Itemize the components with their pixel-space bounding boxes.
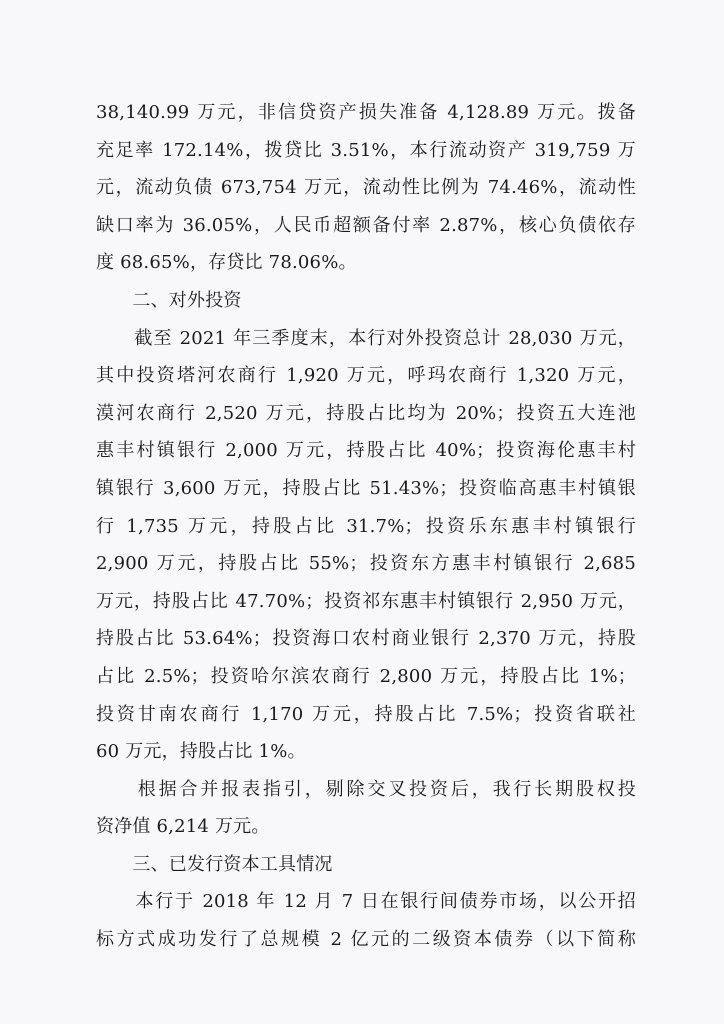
text-line: 其中投资塔河农商行 1,920 万元，呼玛农商行 1,320 万元， [96,365,636,387]
document-body [96,94,636,959]
text-line: 60 万元，持股占比 1%。 [96,741,306,763]
text-line: 38,140.99 万元，非信贷资产损失准备 4,128.89 万元。拨备 [96,102,636,123]
text-line: 本行于 2018 年 12 月 7 日在银行间债券市场，以公开招 [96,891,636,913]
text-line: 惠丰村镇银行 2,000 万元，持股占比 40%；投资海伦惠丰村 [96,440,636,462]
text-line: 缺口率为 36.05%，人民币超额备付率 2.87%，核心负债依存 [96,214,636,236]
text-line: 元，流动负债 673,754 万元，流动性比例为 74.46%，流动性 [96,177,636,199]
text-line: 标方式成功发行了总规模 2 亿元的二级资本债券（以下简称 [96,929,636,951]
section-heading-external-investment: 二、对外投资 [96,289,242,311]
text-line: 度 68.65%，存贷比 78.06%。 [96,252,357,274]
text-line: 持股占比 53.64%；投资海口农村商业银行 2,370 万元，持股 [96,628,636,650]
text-line: 镇银行 3,600 万元，持股占比 51.43%；投资临高惠丰村镇银 [96,477,636,499]
text-line: 投资甘南农商行 1,170 万元，持股占比 7.5%；投资省联社 [96,703,636,725]
text-line: 资净值 6,214 万元。 [96,816,270,838]
text-line: 占比 2.5%；投资哈尔滨农商行 2,800 万元，持股占比 1%； [96,665,637,687]
text-line: 截至 2021 年三季度末，本行对外投资总计 28,030 万元， [96,327,636,349]
text-line: 根据合并报表指引，剔除交叉投资后，我行长期股权投 [96,778,636,800]
text-line: 漠河农商行 2,520 万元，持股占比均为 20%；投资五大连池 [96,402,636,424]
text-line: 万元，持股占比 47.70%；投资祁东惠丰村镇银行 2,950 万元， [96,590,636,612]
text-line: 充足率 172.14%，拨贷比 3.51%，本行流动资产 319,759 万 [96,139,636,161]
section-heading-capital-instruments: 三、已发行资本工具情况 [96,853,333,875]
text-line: 行 1,735 万元，持股占比 31.7%；投资乐东惠丰村镇银行 [96,515,636,537]
text-line: 2,900 万元，持股占比 55%；投资东方惠丰村镇银行 2,685 [96,553,636,575]
